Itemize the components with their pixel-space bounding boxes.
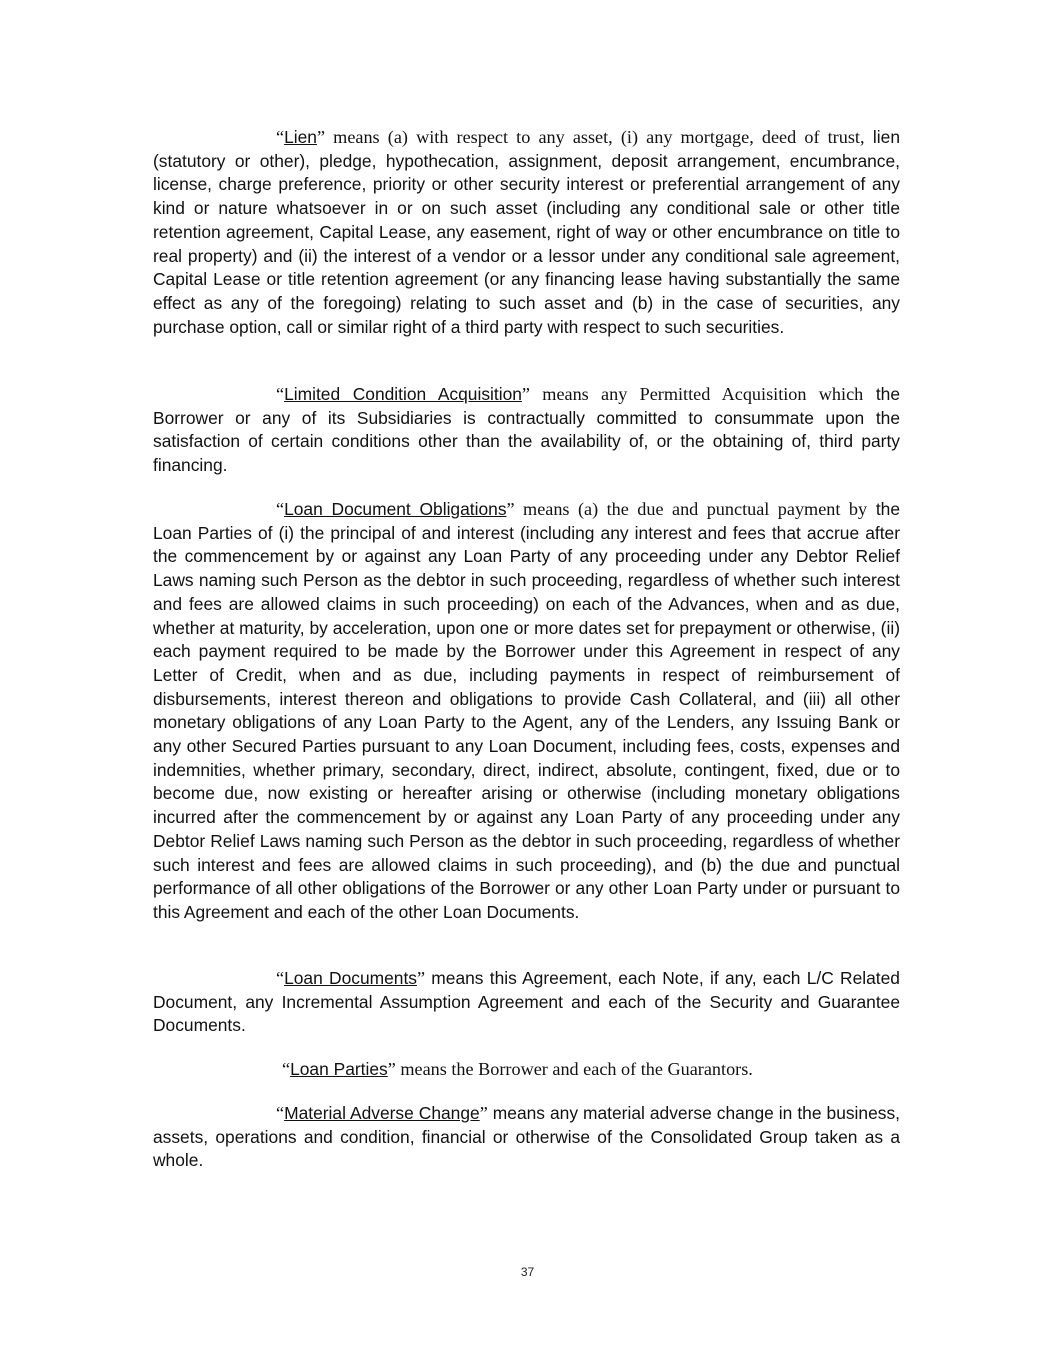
defined-term: Material Adverse Change bbox=[284, 1103, 480, 1123]
close-quote: ” bbox=[387, 1059, 396, 1079]
definition-body: the Borrower or any of its Subsidiaries is contractually committed to consummate upon the satisfaction of certain conditions other than the availability of, or the obtaining of, third party financing. bbox=[153, 384, 900, 476]
definition-body: lien (statutory or other), pledge, hypothecation, assignment, deposit arrangement, encumbrance, license, charge preference, priority or other security interest or preferential arrangement of any kind or nature whatsoever in or on such asset (including any conditional sale or other title retention agreement, Capital Lease, any easement, right of way or other encumbrance on title to real property) and (ii) the interest of a vendor or a lessor under any conditional sale agreement, Capital Lease or title retention agreement (or any financing lease having substantially the same effect as any of the foregoing) relating to such asset and (b) in the case of securities, any purchase option, call or similar right of a third party with respect to such securities. bbox=[153, 127, 900, 337]
open-quote: “ bbox=[276, 499, 285, 519]
close-quote: ” bbox=[479, 1103, 488, 1123]
open-quote: “ bbox=[282, 1059, 291, 1079]
defined-term: Loan Parties bbox=[290, 1059, 388, 1079]
definition-body: means this Agreement, each Note, if any, each L/C Related Document, any Incremental Assumption Agreement and each of the Security and Guarantee Documents. bbox=[153, 968, 900, 1036]
page-number: 37 bbox=[520, 1265, 535, 1279]
definition-lead: means (a) the due and punctual payment by bbox=[514, 499, 868, 519]
definition-loan-document-obligations bbox=[153, 498, 900, 925]
defined-term: Loan Documents bbox=[284, 968, 417, 988]
definition-lead: means any Permitted Acquisition which bbox=[530, 384, 864, 404]
open-quote: “ bbox=[276, 1103, 285, 1123]
definition-limited-condition-acquisition bbox=[153, 383, 900, 478]
definition-loan-documents bbox=[153, 967, 900, 1038]
close-quote: ” bbox=[521, 384, 530, 404]
definition-lien bbox=[153, 126, 900, 339]
defined-term: Lien bbox=[284, 127, 317, 147]
defined-term: Limited Condition Acquisition bbox=[284, 384, 522, 404]
close-quote: ” bbox=[416, 968, 426, 988]
close-quote: ” bbox=[316, 127, 326, 147]
definition-loan-parties bbox=[153, 1058, 900, 1082]
open-quote: “ bbox=[276, 127, 285, 147]
definition-body: the Loan Parties of (i) the principal of and interest (including any interest and fees that accrue after the commencement by or against any Loan Party of any proceeding under any Debtor Relief Laws naming such Person as the debtor in such proceeding, regardless of whether such interest and fees are allowed claims in such proceeding) on each of the Advances, when and as due, whether at maturity, by acceleration, upon one or more dates set for prepayment or otherwise, (ii) each payment required to be made by the Borrower under this Agreement in respect of any Letter of Credit, when and as due, including payments in respect of reimbursement of disbursements, interest thereon and obligations to provide Cash Collateral, and (iii) all other monetary obligations of any Loan Party to the Agent, any of the Lenders, any Issuing Bank or any other Secured Parties pursuant to any Loan Document, including fees, costs, expenses and indemnities, whether primary, secondary, direct, indirect, absolute, contingent, fixed, due or to become due, now existing or hereafter arising or otherwise (including monetary obligations incurred after the commencement by or against any Loan Party of any proceeding under any Debtor Relief Laws naming such Person as the debtor in such proceeding, regardless of whether such interest and fees are allowed claims in such proceeding), and (b) the due and punctual performance of all other obligations of the Borrower or any other Loan Party under or pursuant to this Agreement and each of the other Loan Documents. bbox=[153, 499, 900, 922]
defined-term: Loan Document Obligations bbox=[284, 499, 507, 519]
open-quote: “ bbox=[276, 968, 285, 988]
open-quote: “ bbox=[276, 384, 285, 404]
definition-lead: means the Borrower and each of the Guarantors. bbox=[395, 1059, 753, 1079]
definition-lead: means (a) with respect to any asset, (i) any mortgage, deed of trust, bbox=[325, 127, 865, 147]
definition-body: means any material adverse change in the business, assets, operations and condition, financial or otherwise of the Consolidated Group taken as a whole. bbox=[153, 1103, 900, 1171]
definition-material-adverse-change bbox=[153, 1102, 900, 1173]
close-quote: ” bbox=[506, 499, 515, 519]
